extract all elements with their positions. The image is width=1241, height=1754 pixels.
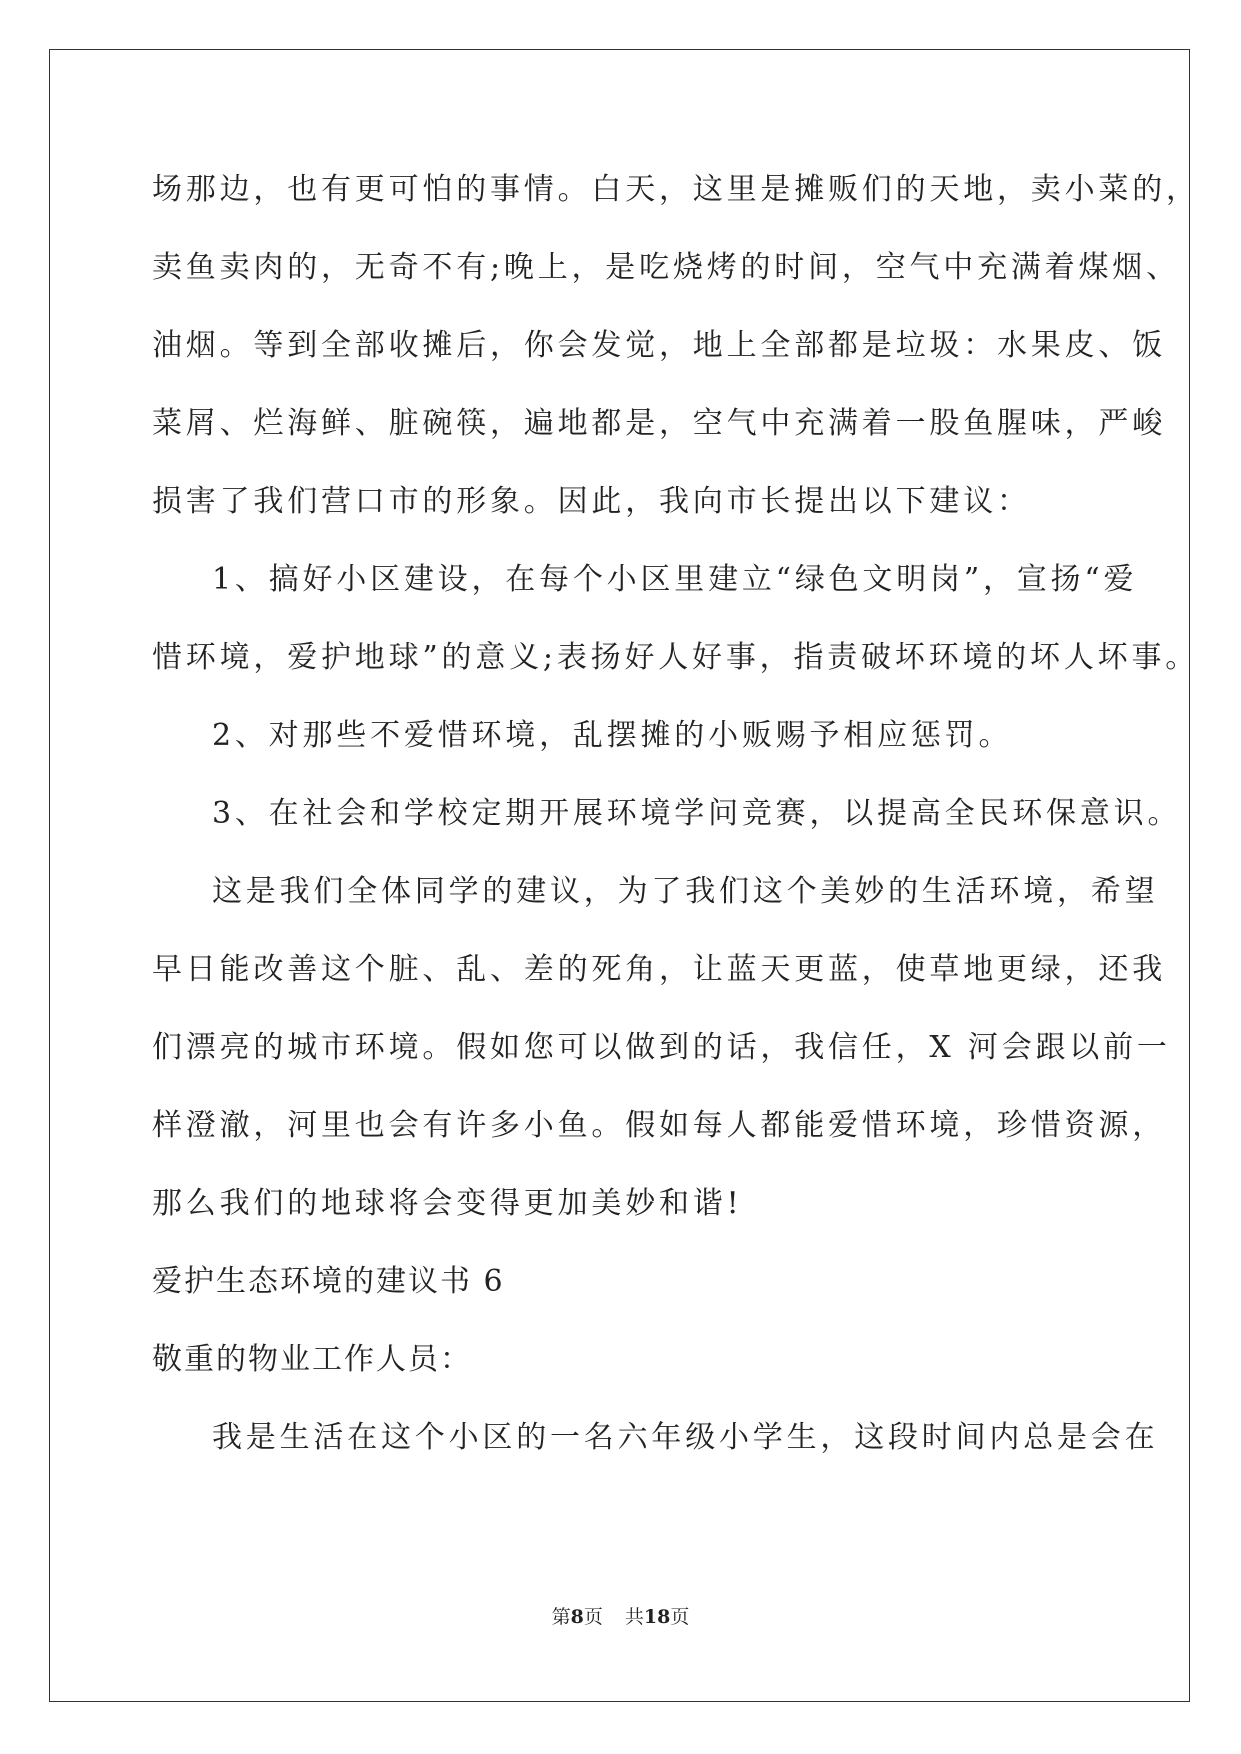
page-footer: [0, 1604, 1241, 1630]
salutation: 敬重的物业工作人员：: [152, 1342, 472, 1377]
section-heading: 爱护生态环境的建议书 6: [152, 1264, 505, 1299]
paragraph-line: 菜屑、烂海鲜、脏碗筷，遍地都是，空气中充满着一股鱼腥味，严峻: [152, 406, 1166, 441]
page-prefix: 第: [551, 1606, 571, 1628]
paragraph-line: 卖鱼卖肉的，无奇不有;晚上，是吃烧烤的时间，空气中充满着煤烟、: [152, 250, 1180, 285]
total-suffix: 页: [670, 1606, 690, 1628]
paragraph-line: 惜环境，爱护地球”的意义;表扬好人好事，指责破坏环境的坏人坏事。: [152, 640, 1200, 675]
list-item-3: 3、在社会和学校定期开展环境学问竞赛，以提高全民环保意识。: [212, 796, 1182, 831]
paragraph-line: 场那边，也有更可怕的事情。白天，这里是摊贩们的天地，卖小菜的，: [152, 172, 1200, 207]
paragraph-line: 样澄澈，河里也会有许多小鱼。假如每人都能爱惜环境，珍惜资源，: [152, 1108, 1166, 1143]
list-item-1: 1、搞好小区建设，在每个小区里建立“绿色文明岗”，宣扬“爱: [212, 562, 1138, 597]
paragraph-line: 那么我们的地球将会变得更加美妙和谐!: [152, 1186, 743, 1221]
paragraph-line: 们漂亮的城市环境。假如您可以做到的话，我信任，X 河会跟以前一: [152, 1030, 1171, 1065]
total-pages: 18: [643, 1606, 671, 1628]
paragraph-line: 我是生活在这个小区的一名六年级小学生，这段时间内总是会在: [212, 1420, 1159, 1455]
paragraph-line: 早日能改善这个脏、乱、差的死角，让蓝天更蓝，使草地更绿，还我: [152, 952, 1166, 987]
list-item-2: 2、对那些不爱惜环境，乱摆摊的小贩赐予相应惩罚。: [212, 718, 1013, 753]
total-prefix: 共: [624, 1606, 644, 1628]
page-number: 8: [570, 1606, 584, 1628]
page-suffix: 页: [583, 1606, 603, 1628]
paragraph-line: 这是我们全体同学的建议，为了我们这个美妙的生活环境，希望: [212, 874, 1159, 909]
paragraph-line: 油烟。等到全部收摊后，你会发觉，地上全部都是垃圾：水果皮、饭: [152, 328, 1166, 363]
paragraph-line: 损害了我们营口市的形象。因此，我向市长提出以下建议：: [152, 484, 1031, 519]
